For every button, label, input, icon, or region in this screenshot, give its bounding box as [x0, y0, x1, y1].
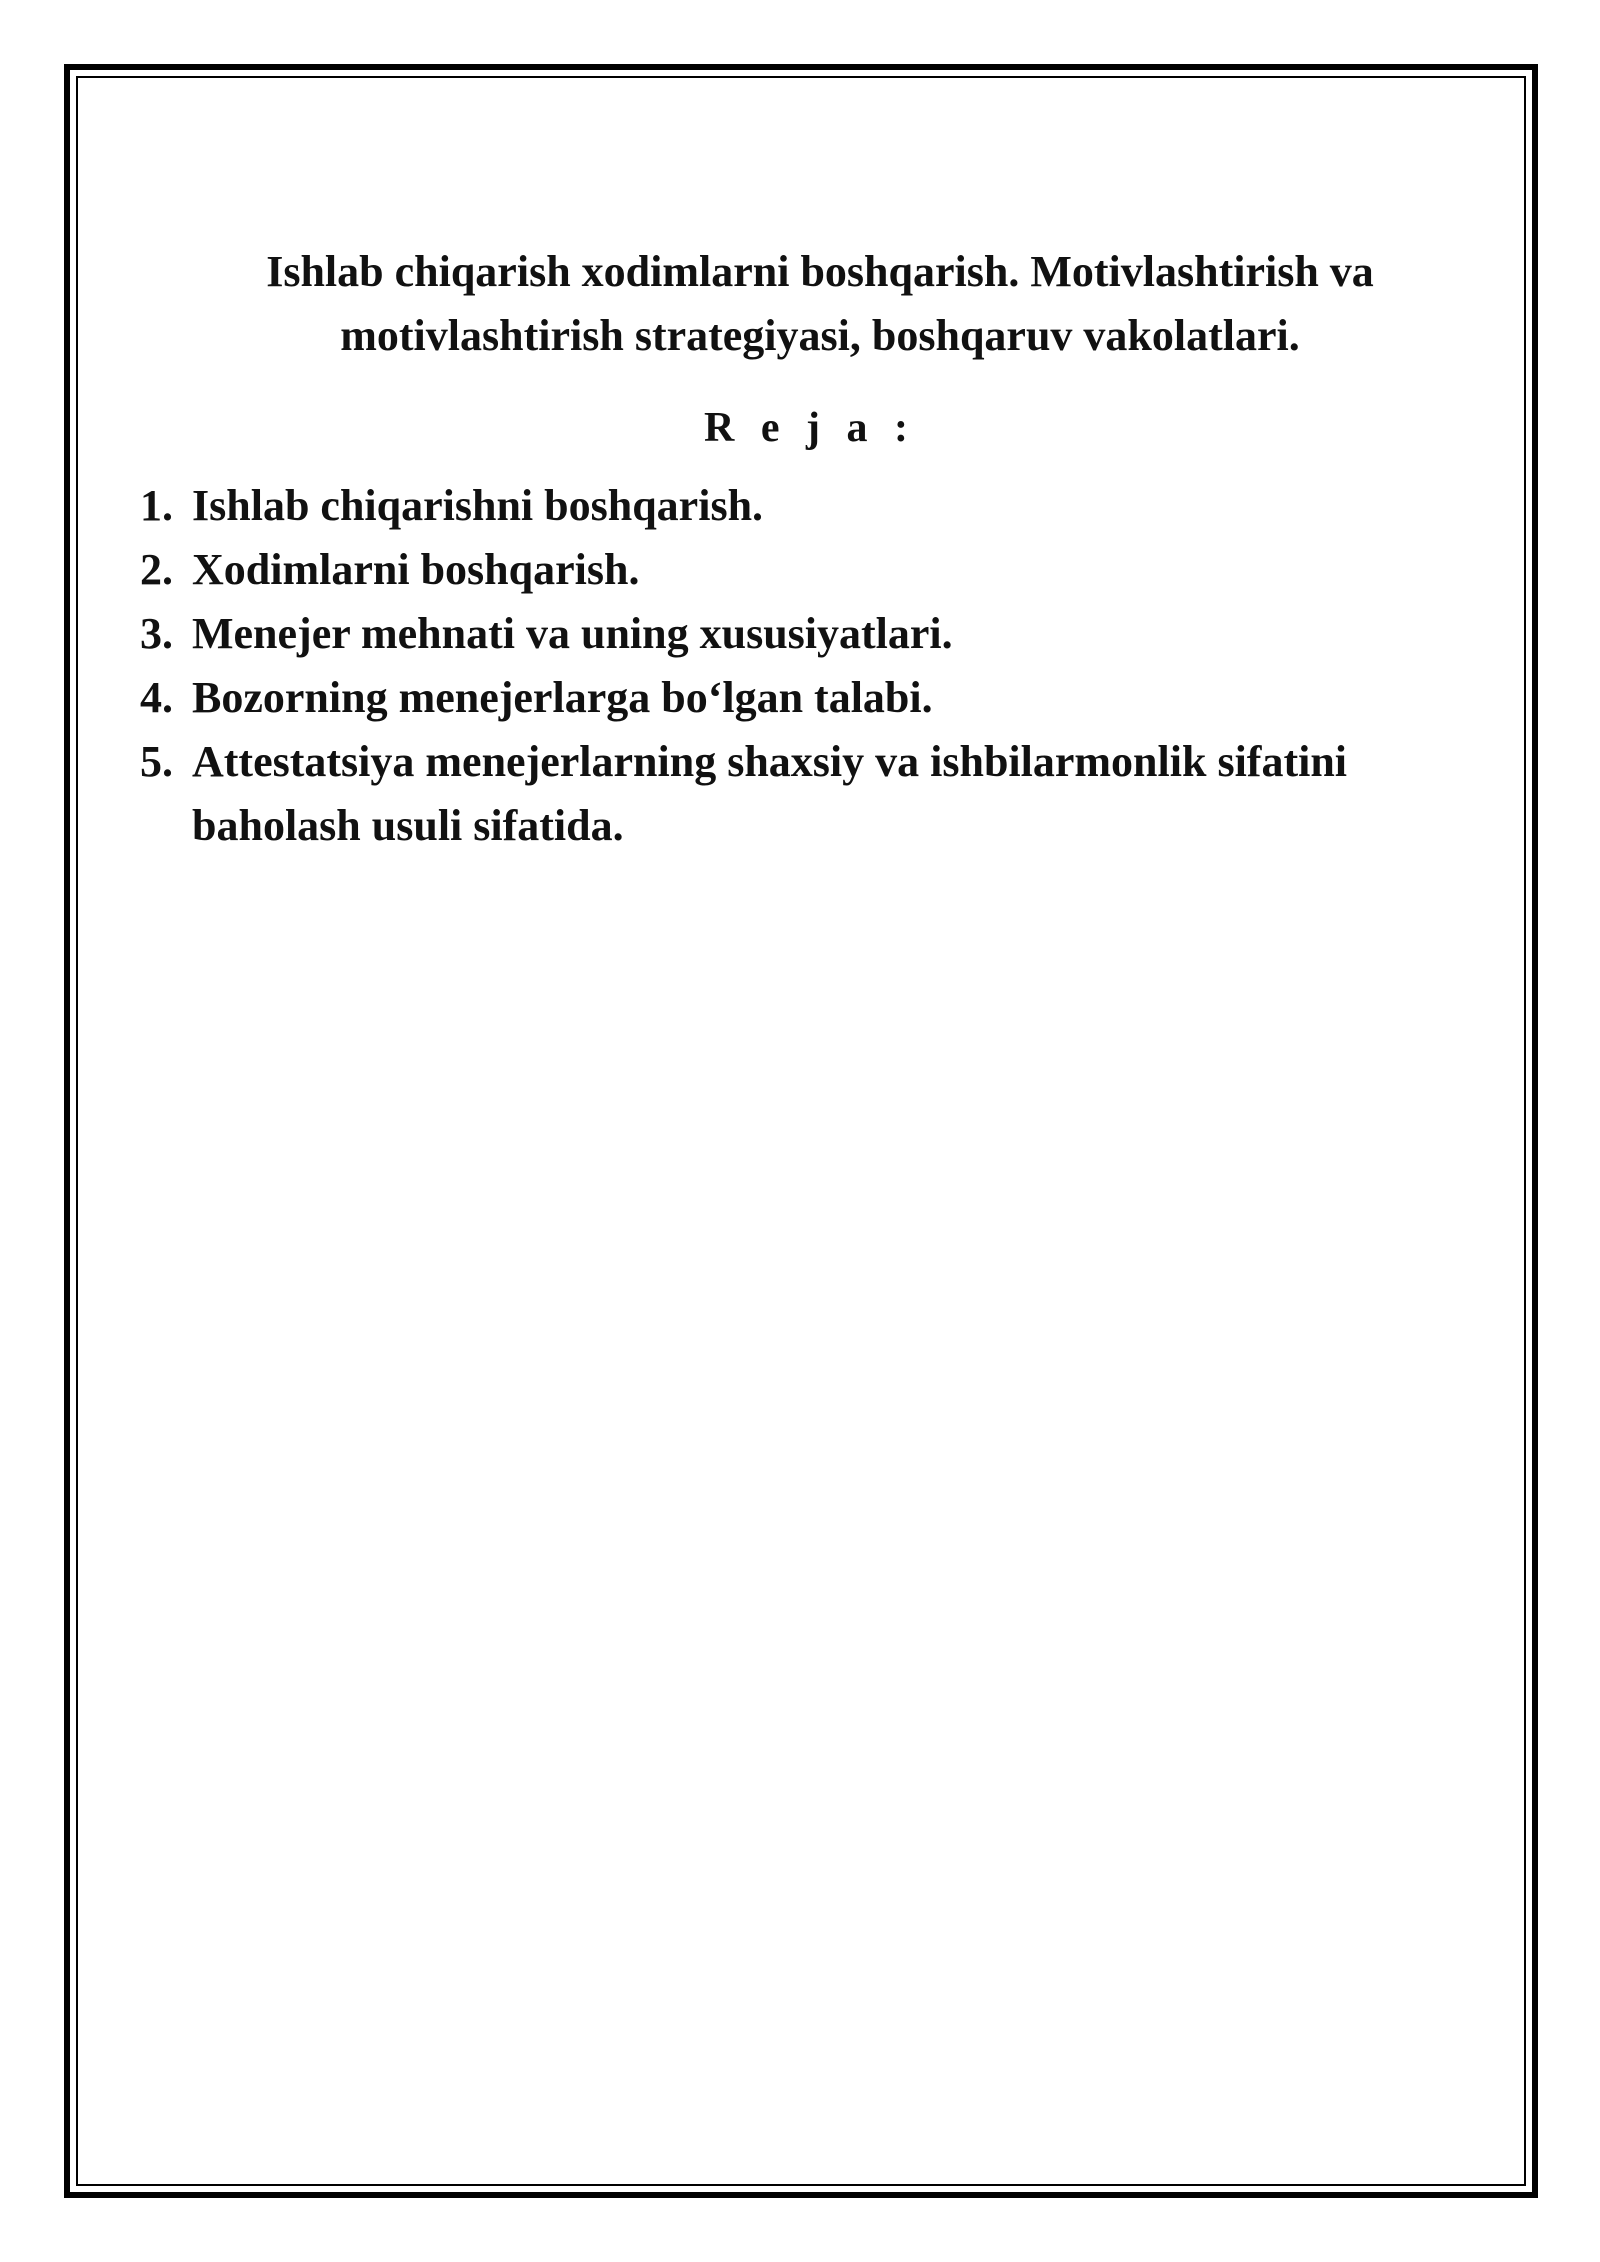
plan-list	[140, 474, 1480, 858]
plan-item	[140, 474, 1480, 538]
plan-item-text: Menejer mehnati va uning xususiyatlari.	[192, 609, 953, 658]
title-line-2: motivlashtirish strategiyasi, boshqaruv vakolatlari.	[340, 311, 1300, 360]
plan-item	[140, 602, 1480, 666]
plan-item-number: 2.	[140, 545, 173, 594]
plan-item	[140, 538, 1480, 602]
plan-item-text: Ishlab chiqarishni boshqarish.	[192, 481, 764, 530]
plan-item-number: 5.	[140, 737, 173, 786]
plan-heading: R e j a :	[704, 405, 916, 451]
plan-item-text: Bozorning menejerlarga bo‘lgan talabi.	[192, 673, 933, 722]
plan-item	[140, 666, 1480, 730]
document-content	[140, 240, 1480, 858]
plan-item	[140, 730, 1480, 858]
plan-item-number: 3.	[140, 609, 173, 658]
plan-item-text: Attestatsiya menejerlarning shaxsiy va ishbilarmonlik sifatini baholash usuli sifatida.	[192, 737, 1348, 850]
title-line-1: Ishlab chiqarish xodimlarni boshqarish. Motivlashtirish va	[266, 247, 1374, 296]
plan-item-number: 4.	[140, 673, 173, 722]
document-title	[140, 240, 1480, 368]
plan-item-text: Xodimlarni boshqarish.	[192, 545, 640, 594]
plan-item-number: 1.	[140, 481, 173, 530]
